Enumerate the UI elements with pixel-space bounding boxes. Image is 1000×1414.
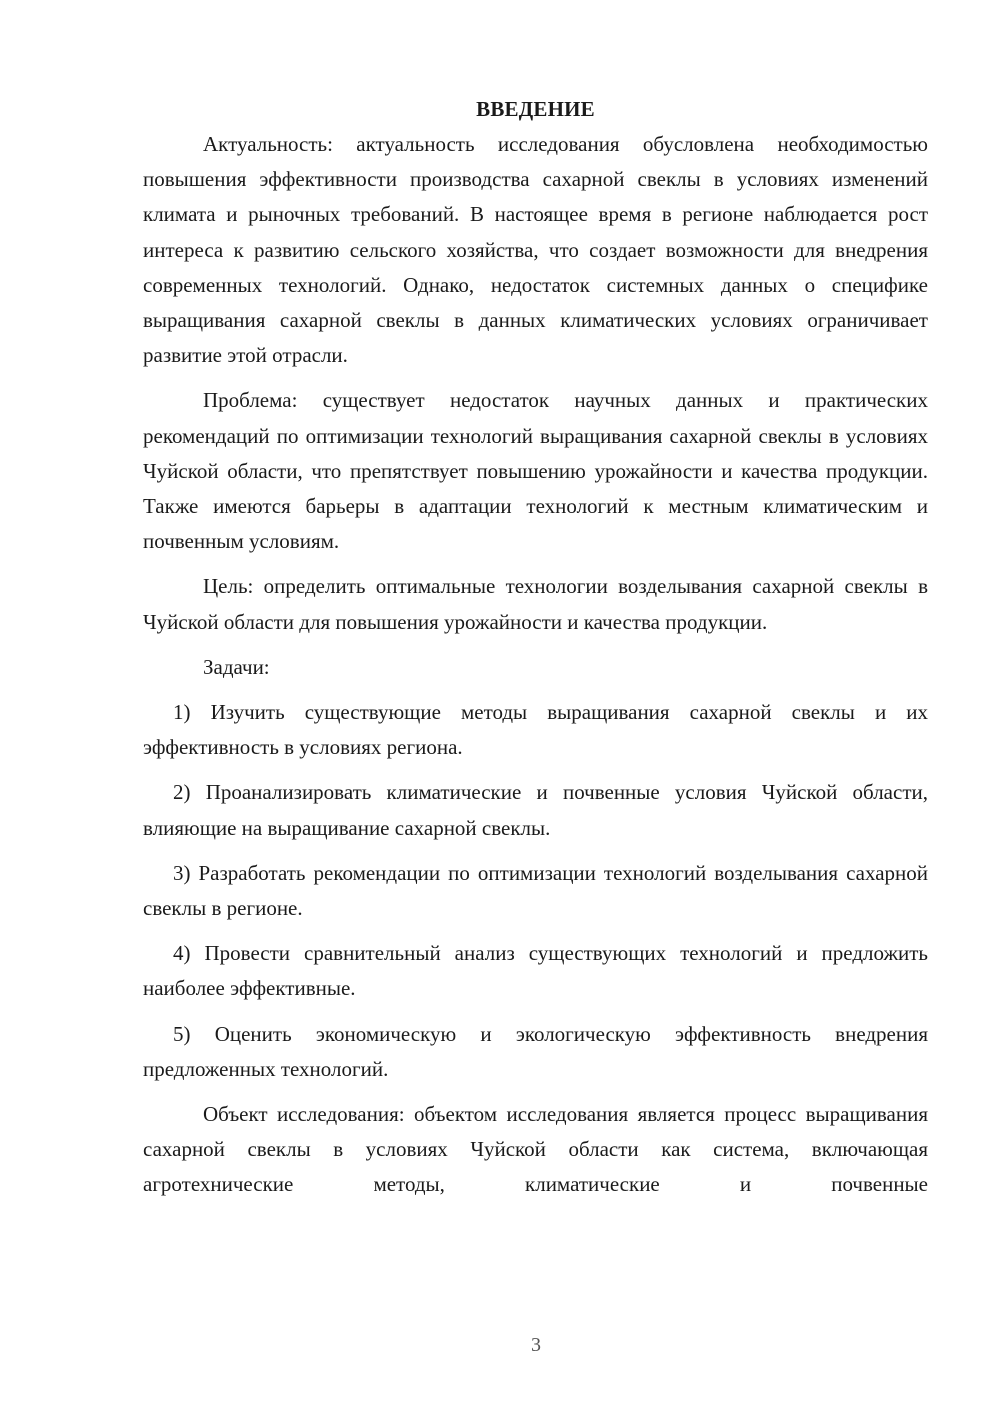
task-item-3: 3) Разработать рекомендации по оптимизации технологий возделывания сахарной свеклы в регионе.: [143, 860, 928, 921]
tasks-heading: Задачи:: [203, 654, 270, 679]
task-item-4: 4) Провести сравнительный анализ существующих технологий и предложить наиболее эффективные.: [143, 941, 928, 1001]
paragraph-object: Объект исследования: объектом исследования является процесс выращивания сахарной свеклы в условиях Чуйской области как система, включающая агротехнические методы, климатические и почвенные: [143, 1102, 928, 1197]
page-number: 3: [531, 1334, 541, 1356]
page-title: ВВЕДЕНИЕ: [476, 97, 595, 121]
paragraph-problem: Проблема: существует недостаток научных данных и практических рекомендаций по оптимизации технологий выращивания сахарной свеклы в условиях Чуйской области, что препятствует повышению урожайности и качества продукции. Также имеются барьеры в адаптации технологий к местным климатическим и почвенным условиям.: [143, 388, 928, 554]
paragraph-relevance: Актуальность: актуальность исследования обусловлена необходимостью повышения эффективности производства сахарной свеклы в условиях изменений климата и рыночных требований. В настоящее время в регионе наблюдается рост интереса к развитию сельского хозяйства, что создает возможности для внедрения современных технологий. Однако, недостаток системных данных о специфике выращивания сахарной свеклы в данных климатических условиях ограничивает развитие этой отрасли.: [143, 132, 928, 368]
document-page: [143, 92, 928, 1203]
task-item-5: 5) Оценить экономическую и экологическую эффективность внедрения предложенных технологий.: [143, 1021, 928, 1081]
task-item-1: 1) Изучить существующие методы выращивания сахарной свеклы и их эффективность в условиях региона.: [143, 700, 928, 760]
paragraph-goal: Цель: определить оптимальные технологии возделывания сахарной свеклы в Чуйской области для повышения урожайности и качества продукции.: [143, 574, 928, 634]
task-item-2: 2) Проанализировать климатические и почвенные условия Чуйской области, влияющие на выращивание сахарной свеклы.: [143, 780, 928, 840]
